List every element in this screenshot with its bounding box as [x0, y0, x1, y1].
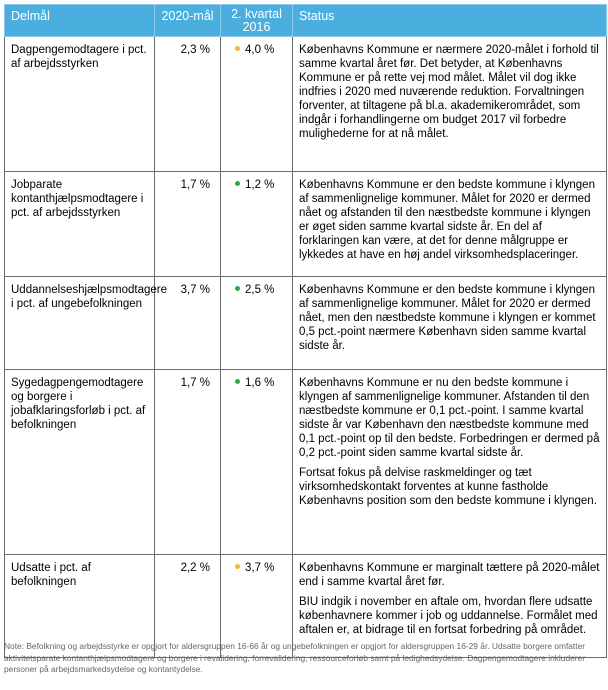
header-quarter-line2: 2016 [242, 20, 271, 34]
status-text: BIU indgik i november en aftale om, hvordan flere udsatte københavnere kommer i job og uddannelse. Formålet med aftalen er, at bidrage til en fortsat forbedring på området. [299, 596, 598, 636]
row-quarter-value: 1,6 % [245, 377, 275, 389]
header-2020-goal: 2020-mål [155, 5, 221, 37]
footnote: Note: Befolkning og arbejdsstyrke er opgjort for aldersgruppen 16-66 år og ungebefolkningen er opgjort for aldersgruppen 16-29 år. Udsatte borgere omfatter aktivitetsparate kontanthjælpsmodtagere og borgere i revalidering, forrevalidering, ressourceforløb samt på ledighedsydelse. Dagpengemodtagere inkluderer personer på arbejdsmarkedsydelse og kontantydelse. [4, 641, 586, 674]
row-quarter-value: 1,2 % [245, 179, 275, 191]
row-quarter-cell [221, 277, 293, 370]
green-status-dot-icon [235, 181, 240, 186]
row-delmal: Jobparate kontanthjælpsmodtagere i pct. af arbejdsstyrken [5, 172, 155, 277]
header-quarter [221, 5, 293, 37]
row-2020-goal: 2,2 % [155, 555, 221, 658]
row-quarter-value: 2,5 % [245, 284, 275, 296]
row-status [293, 172, 607, 277]
row-delmal: Sygedagpengemodtagere og borgere i jobafklaringsforløb i pct. af befolkningen [5, 370, 155, 555]
row-delmal: Udsatte i pct. af befolkningen [5, 555, 155, 658]
status-text: Københavns Kommune er nærmere 2020-målet i forhold til samme kvartal året før. Det betyder, at Københavns Kommune er på rette vej mod målet. Målet vil dog ikke indfries i 2020 med nuværende reduktion. Forvaltningen forventer, at tiltagene på bl.a. akademikerområdet, som indgår i forhandlingerne om budget 2017 vil forbedre mulighederne for at nå målet. [299, 44, 599, 140]
status-text: Københavns Kommune er marginalt tættere på 2020-målet end i samme kvartal året før. [299, 562, 600, 588]
row-2020-goal: 3,7 % [155, 277, 221, 370]
row-quarter-cell [221, 370, 293, 555]
row-quarter-value: 3,7 % [245, 562, 275, 574]
yellow-status-dot-icon [235, 564, 240, 569]
row-quarter-cell [221, 172, 293, 277]
status-text: Fortsat fokus på delvise raskmeldinger og tæt virksomhedskontakt forventes at kunne fastholde Københavns position som den bedste kommune i klyngen. [299, 467, 597, 507]
row-quarter-cell [221, 37, 293, 172]
row-2020-goal: 2,3 % [155, 37, 221, 172]
table-header-row [5, 5, 607, 37]
status-text: Københavns Kommune er den bedste kommune i klyngen af sammenlignelige kommuner. Målet for 2020 er dermed nået og afstanden til den næstbedste kommune i klyngen er øget siden samme kvartal sidste år. En del af forklaringen kan være, at det for denne målgruppe er lykkedes at have en høj andel virksomhedsplaceringer. [299, 179, 595, 261]
status-text: Københavns Kommune er nu den bedste kommune i klyngen af sammenlignelige kommuner. Afstanden til den næstbedste kommune er 0,1 pct.-point. I samme kvartal sidste år var København den næstbedste kommune med 0,1 pct.-point op til den bedste. Forbedringen er dermed på 0,2 pct.-point siden samme kvartal sidste år. [299, 377, 600, 459]
row-status [293, 370, 607, 555]
row-status [293, 277, 607, 370]
header-delmal: Delmål [5, 5, 155, 37]
table-row [5, 370, 607, 555]
header-status: Status [293, 5, 607, 37]
row-delmal: Dagpengemodtagere i pct. af arbejdsstyrken [5, 37, 155, 172]
table-row [5, 37, 607, 172]
header-quarter-line1: 2. kvartal [231, 7, 282, 21]
row-delmal: Uddannelseshjælpsmodtagere i pct. af ungebefolkningen [5, 277, 155, 370]
status-text: Københavns Kommune er den bedste kommune i klyngen af sammenlignelige kommuner. Målet for 2020 er dermed nået, men den næstbedste kommune i klyngen er kommet 0,5 pct.-point nærmere København siden samme kvartal sidste år. [299, 284, 596, 352]
row-quarter-value: 4,0 % [245, 44, 275, 56]
row-status [293, 37, 607, 172]
table-row [5, 277, 607, 370]
row-2020-goal: 1,7 % [155, 172, 221, 277]
table-row [5, 172, 607, 277]
green-status-dot-icon [235, 286, 240, 291]
status-table [4, 4, 607, 658]
green-status-dot-icon [235, 379, 240, 384]
yellow-status-dot-icon [235, 46, 240, 51]
row-2020-goal: 1,7 % [155, 370, 221, 555]
